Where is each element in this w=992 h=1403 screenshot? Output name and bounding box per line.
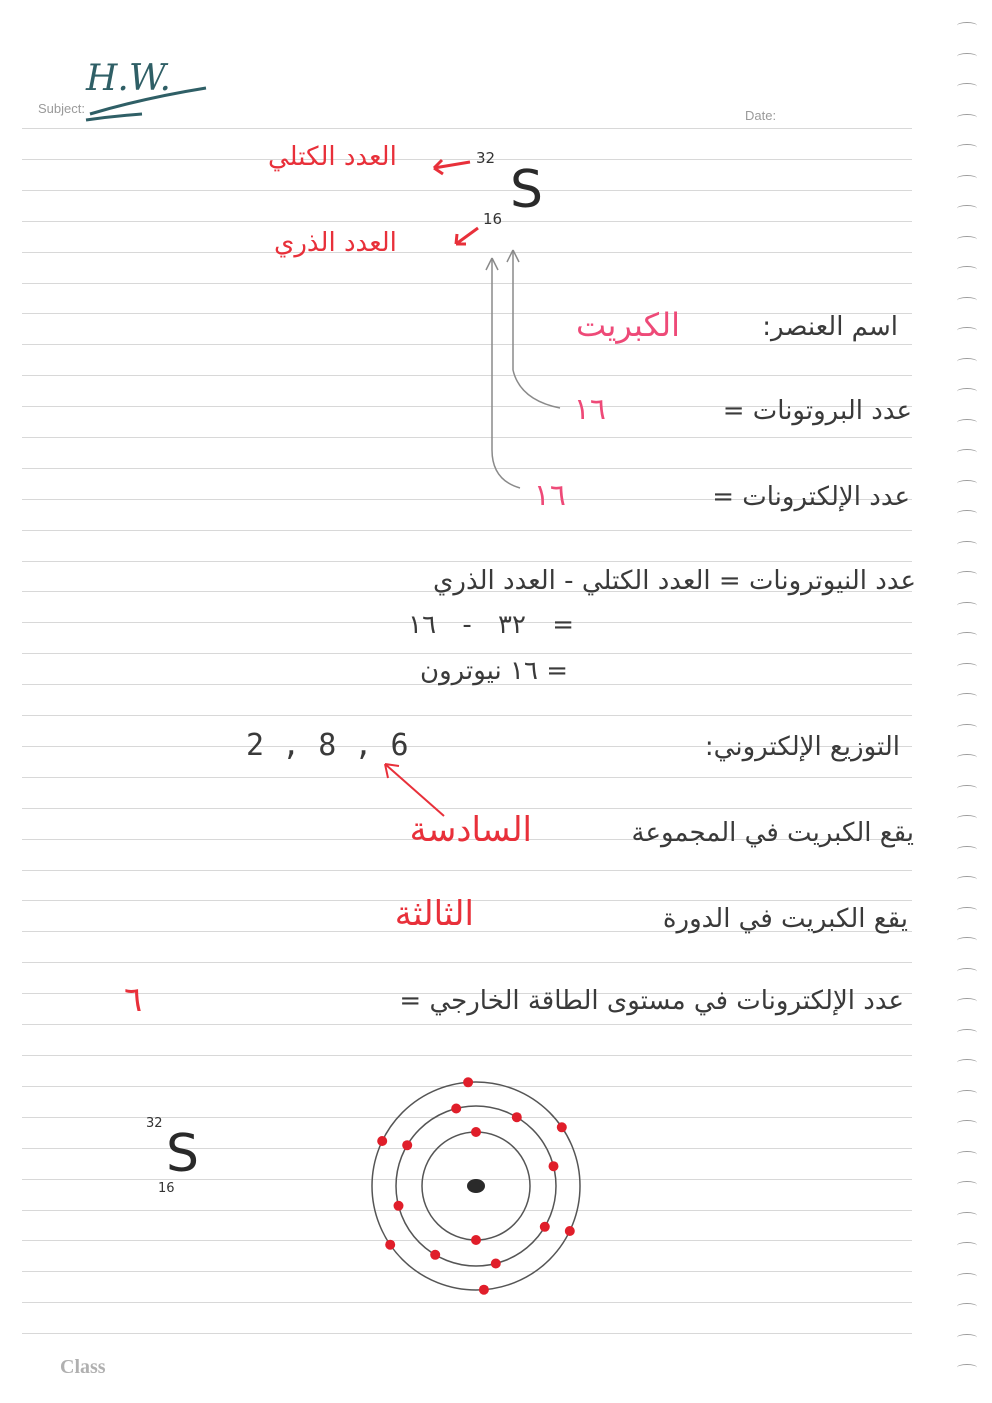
mass-number: 32 [476, 149, 496, 167]
electron-shell-2 [430, 1250, 440, 1260]
electron-shell-2 [512, 1112, 522, 1122]
electrons-label: عدد الإلكترونات = [712, 482, 910, 512]
diagram-atomic-number: 16 [158, 1181, 175, 1196]
date-label: Date: [745, 108, 777, 123]
electron-shell-1 [471, 1235, 481, 1245]
subject-value: H.W. [86, 58, 171, 99]
electron-shell-2 [451, 1104, 461, 1114]
electron-shell-2 [402, 1140, 412, 1150]
electron-shell-3 [377, 1136, 387, 1146]
electron-shell-2 [491, 1259, 501, 1269]
neutrons-substitution: = ٣٢ - ١٦ [408, 610, 574, 640]
group-text: يقع الكبريت في المجموعة [631, 818, 914, 848]
group-value: السادسة [409, 810, 532, 850]
config-value: 2 , 8 , 6 [246, 728, 409, 763]
neutrons-formula: عدد النيوترونات = العدد الكتلي - العدد الذري [433, 566, 916, 596]
period-value: الثالثة [394, 894, 474, 934]
footer-label: Class [60, 1356, 106, 1378]
nucleus [467, 1179, 485, 1193]
electron-shell-2 [540, 1222, 550, 1232]
electron-shell-3 [565, 1226, 575, 1236]
neutrons-result: = ١٦ نيوترون [419, 656, 568, 686]
element-symbol: S [510, 160, 544, 220]
electron-shell-3 [557, 1122, 567, 1132]
electron-shell-3 [385, 1240, 395, 1250]
subject-label: Subject: [38, 101, 85, 116]
electron-shell-3 [479, 1285, 489, 1295]
element-name-label: اسم العنصر: [762, 312, 898, 342]
valence-value: ٦ [124, 980, 143, 1020]
diagram-symbol: S [166, 1124, 200, 1184]
valence-text: عدد الإلكترونات في مستوى الطاقة الخارجي = [399, 986, 904, 1016]
atomic-number: 16 [483, 210, 503, 228]
electron-shell-1 [471, 1127, 481, 1137]
protons-value: ١٦ [573, 392, 606, 427]
electron-shell-2 [394, 1201, 404, 1211]
bohr-diagram [364, 1070, 594, 1300]
mass-number-label: العدد الكتلي [268, 142, 397, 172]
period-text: يقع الكبريت في الدورة [662, 904, 908, 934]
electron-shell-2 [549, 1161, 559, 1171]
config-label: التوزيع الإلكتروني: [704, 732, 900, 762]
diagram-mass-number: 32 [146, 1116, 163, 1131]
protons-label: عدد البروتونات = [722, 396, 912, 426]
electron-shell-3 [463, 1077, 473, 1087]
element-name-value: الكبريت [576, 306, 680, 344]
electrons-value: ١٦ [533, 478, 566, 513]
atomic-number-label: العدد الذري [274, 228, 397, 258]
